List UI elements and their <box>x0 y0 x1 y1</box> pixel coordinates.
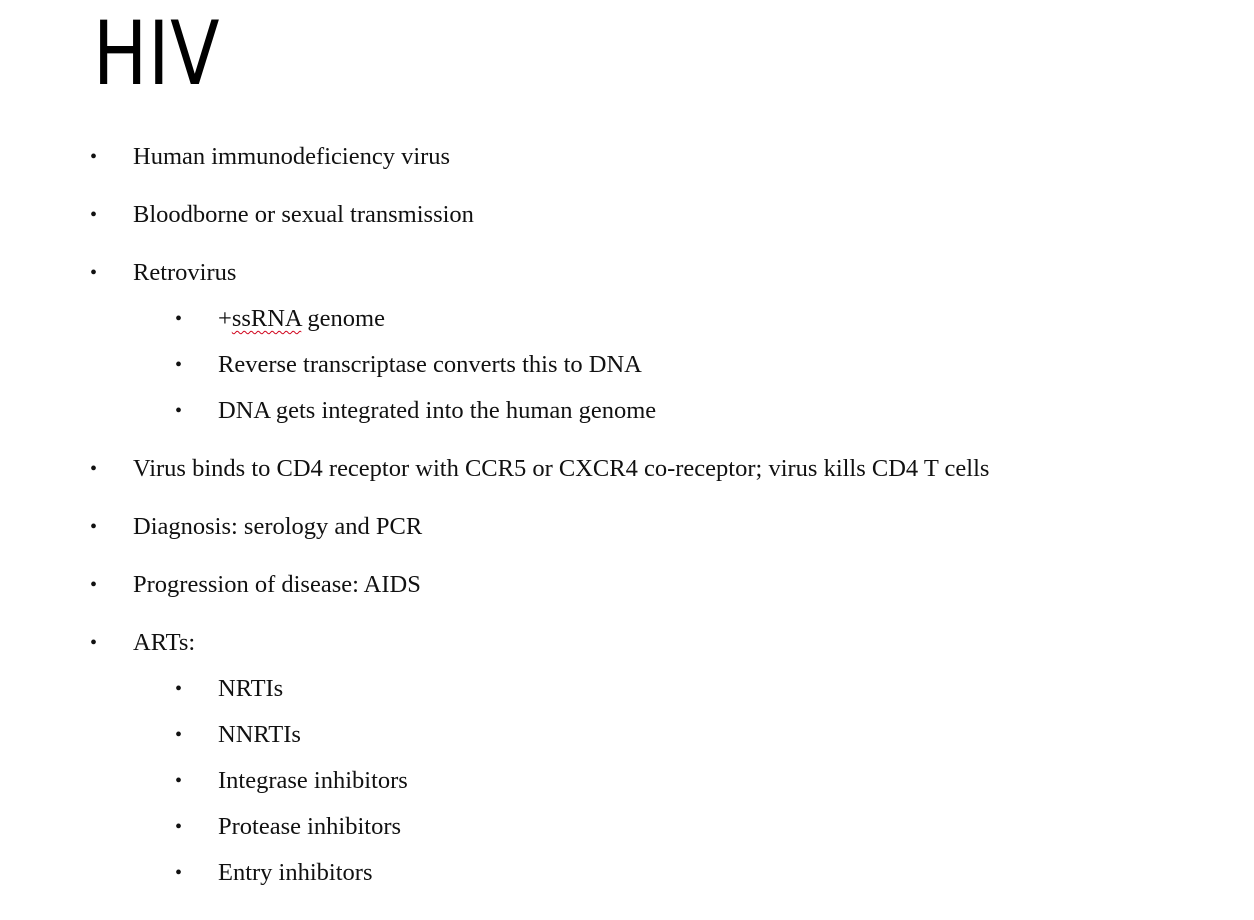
bullet-marker: • <box>175 354 183 376</box>
bullet-marker: • <box>175 400 183 422</box>
list-item-text: Retrovirus <box>133 259 237 286</box>
list-item-text: Diagnosis: serology and PCR <box>133 513 423 540</box>
list-item-text: Progression of disease: AIDS <box>133 571 421 598</box>
bullet-marker: • <box>90 146 98 168</box>
bullet-marker: • <box>175 770 183 792</box>
list-item-text: Entry inhibitors <box>218 859 373 886</box>
bullet-marker: • <box>90 458 98 480</box>
list-item-text: DNA gets integrated into the human genome <box>218 397 657 424</box>
text-suffix: genome <box>301 305 385 332</box>
page-title: HIV <box>93 2 221 105</box>
spellcheck-flagged-word[interactable]: ssRNA <box>231 305 302 332</box>
bullet-marker: • <box>90 204 98 226</box>
list-item-text: Bloodborne or sexual transmission <box>133 201 474 228</box>
list-item-text: Reverse transcriptase converts this to DNA <box>218 351 642 378</box>
bullet-marker: • <box>90 574 98 596</box>
bullet-marker: • <box>90 632 98 654</box>
list-item-text: NNRTIs <box>218 721 301 748</box>
bullet-marker: • <box>175 816 183 838</box>
bullet-marker: • <box>175 862 183 884</box>
list-item-text: ARTs: <box>133 629 196 656</box>
bullet-marker: • <box>175 678 183 700</box>
text-prefix: + <box>218 305 232 332</box>
list-item-text <box>218 304 385 334</box>
bullet-marker: • <box>175 724 183 746</box>
list-item-text: Protease inhibitors <box>218 813 402 840</box>
list-item-text: Virus binds to CD4 receptor with CCR5 or CXCR4 co-receptor; virus kills CD4 T cells <box>133 455 990 482</box>
list-item-text: Integrase inhibitors <box>218 767 408 794</box>
bullet-marker: • <box>90 262 98 284</box>
list-item-text: NRTIs <box>218 675 284 702</box>
list-item-text: Human immunodeficiency virus <box>133 143 451 170</box>
bullet-marker: • <box>90 516 98 538</box>
bullet-marker: • <box>175 308 183 330</box>
